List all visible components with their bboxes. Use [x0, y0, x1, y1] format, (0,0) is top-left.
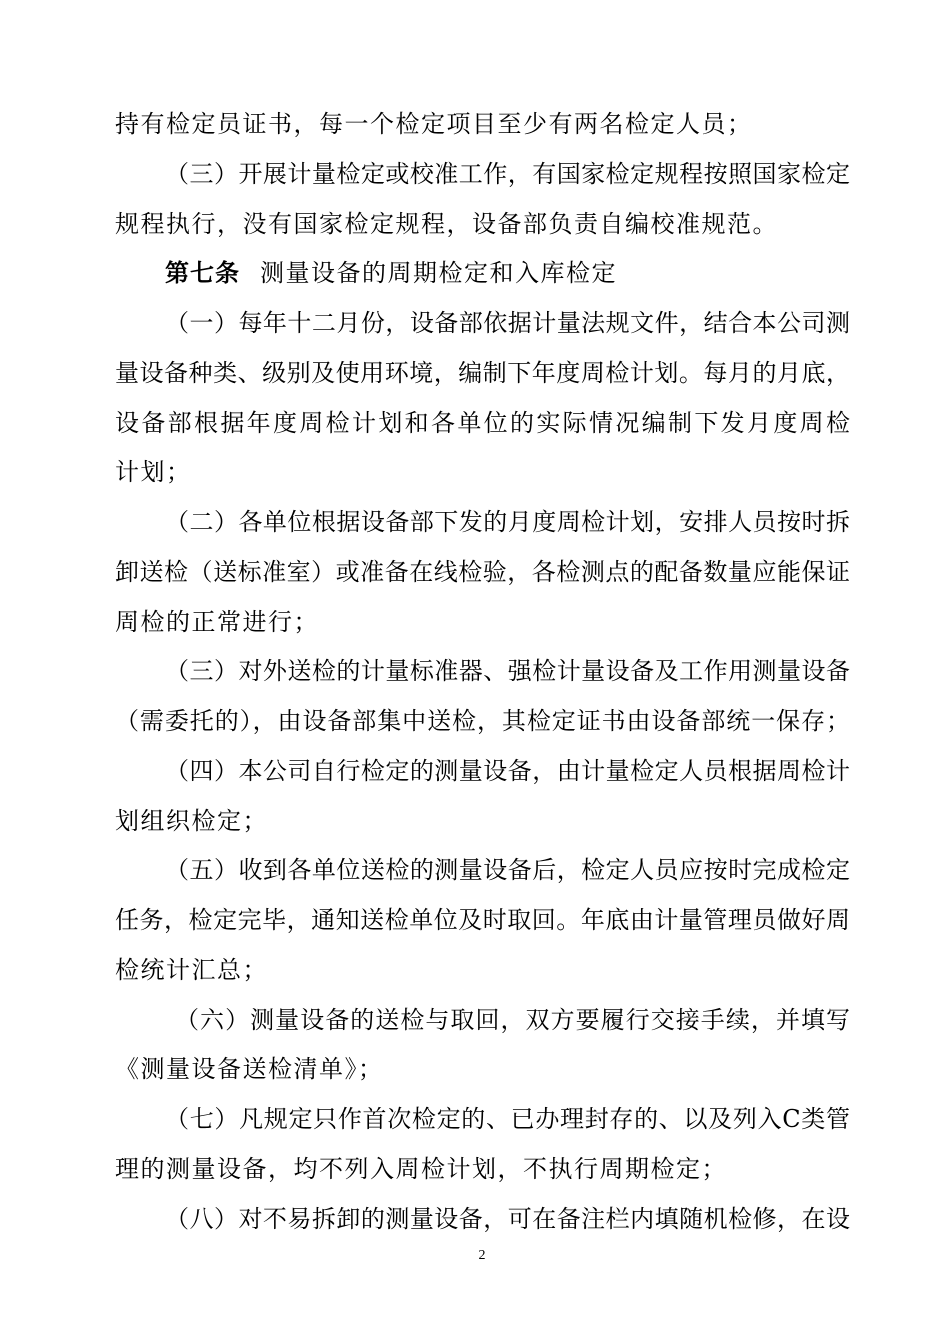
text-line: 划组织检定； [115, 806, 268, 835]
article-title: 测量设备的周期检定和入库检定 [260, 259, 617, 288]
text-line: 任务，检定完毕，通知送检单位及时取回。年底由计量管理员做好周 [115, 906, 850, 934]
article-number: 第七条 [165, 259, 240, 288]
text-line: 设备部根据年度周检计划和各单位的实际情况编制下发月度周检 [115, 408, 850, 437]
text-line: 《测量设备送检清单》； [115, 1055, 384, 1084]
text-line: 持有检定员证书，每一个检定项目至少有两名检定人员； [115, 110, 753, 138]
text-line: （六）测量设备的送检与取回，双方要履行交接手续，并填写 [175, 1005, 850, 1034]
text-line: （需委托的），由设备部集中送检，其检定证书由设备部统一保存； [115, 707, 850, 735]
continued-paragraph [115, 100, 850, 150]
text-line: （三）对外送检的计量标准器、强检计量设备及工作用测量设备 [165, 657, 850, 686]
page-number: 2 [478, 1248, 486, 1263]
text-line: 规程执行，没有国家检定规程，设备部负责自编校准规范。 [115, 209, 778, 238]
text-line: 检统计汇总； [115, 955, 268, 984]
item-8 [115, 1195, 850, 1245]
text-line: 量设备种类、级别及使用环境，编制下年度周检计划。每月的月底， [115, 358, 850, 387]
text-line: 周检的正常进行； [115, 607, 319, 636]
item-2 [115, 498, 850, 647]
text-line: （八）对不易拆卸的测量设备，可在备注栏内填随机检修，在设 [165, 1204, 850, 1233]
item-7 [115, 1095, 850, 1195]
item-6 [115, 996, 850, 1096]
item-1 [115, 299, 850, 498]
text-line: 计划； [115, 458, 192, 487]
clause-3-paragraph [115, 150, 850, 250]
text-line: （二）各单位根据设备部下发的月度周检计划，安排人员按时拆 [165, 508, 850, 536]
text-line: 理的测量设备，均不列入周检计划，不执行周期检定； [115, 1154, 727, 1183]
item-5 [115, 846, 850, 995]
item-3 [115, 647, 850, 747]
text-line: （四）本公司自行检定的测量设备，由计量检定人员根据周检计 [165, 756, 850, 785]
text-line: （一）每年十二月份，设备部依据计量法规文件，结合本公司测 [165, 309, 850, 337]
document-body [115, 100, 850, 1244]
item-4 [115, 747, 850, 847]
text-line: （三）开展计量检定或校准工作，有国家检定规程按照国家检定 [165, 159, 850, 188]
article-heading [115, 249, 850, 299]
text-line: 卸送检（送标准室）或准备在线检验，各检测点的配备数量应能保证 [115, 557, 850, 586]
text-line: （五）收到各单位送检的测量设备后，检定人员应按时完成检定 [165, 856, 850, 885]
text-line: （七）凡规定只作首次检定的、已办理封存的、以及列入C类管 [165, 1105, 850, 1133]
